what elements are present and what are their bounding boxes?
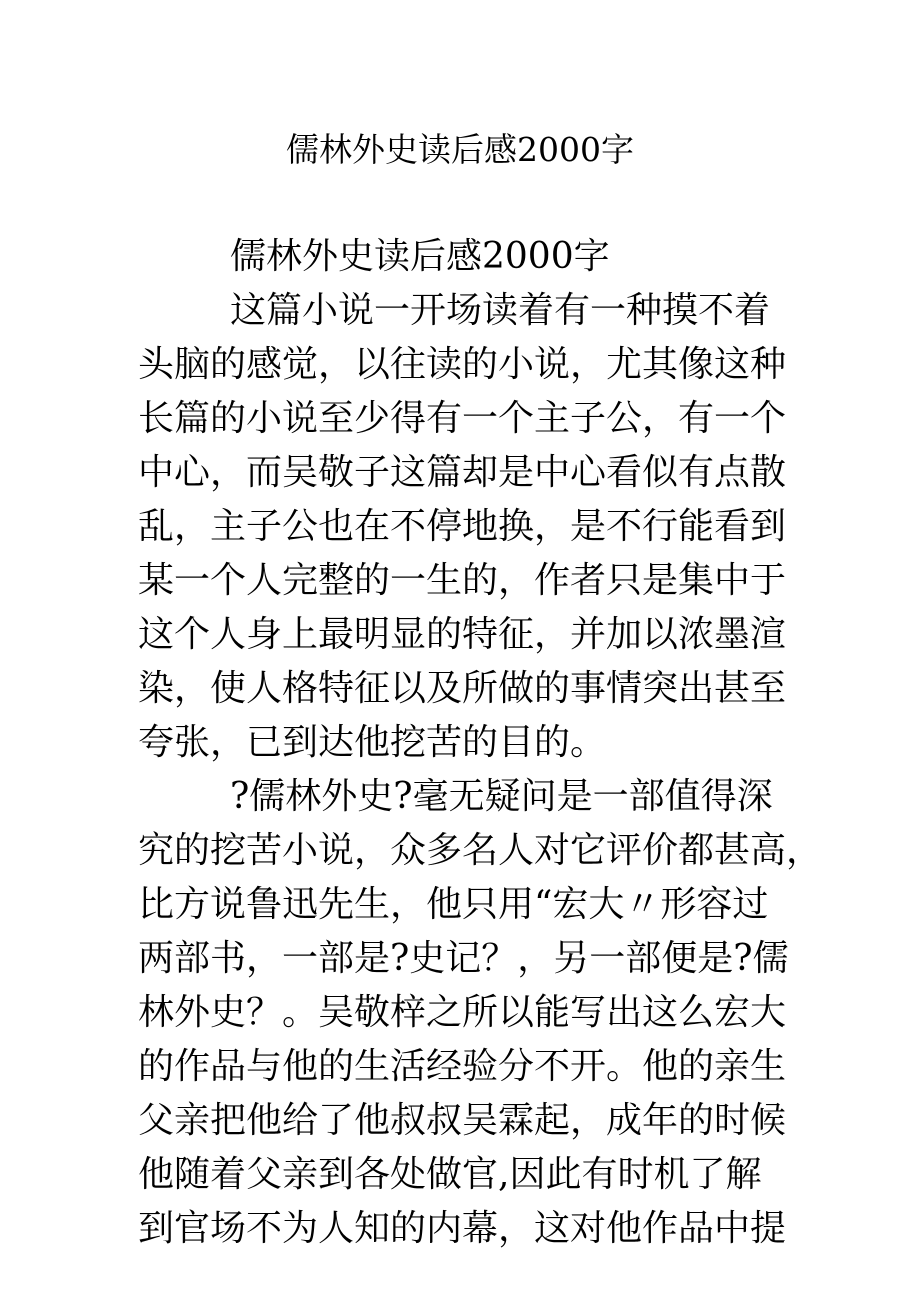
text-line: 某一个人完整的一生的，作者只是集中于 (138, 560, 787, 601)
text-line: 染，使人格特征以及所做的事情突出甚至 (138, 668, 787, 709)
text-line: 这篇小说一开场读着有一种摸不着 (230, 290, 771, 331)
text-line: 他随着父亲到各处做官,因此有时机了解 (138, 1154, 762, 1195)
text-line: 中心，而吴敬子这篇却是中心看似有点散 (138, 452, 787, 493)
text-line: 的作品与他的生活经验分不开。他的亲生 (138, 1046, 787, 1087)
text-line: 林外史？。吴敬梓之所以能写出这么宏大 (138, 992, 787, 1033)
text-line: 这个人身上最明显的特征，并加以浓墨渲 (138, 614, 787, 655)
text-line: 儒林外史读后感2000字 (230, 236, 610, 277)
text-line: 长篇的小说至少得有一个主子公，有一个 (138, 398, 787, 439)
text-line: 夸张，已到达他挖苦的目的。 (138, 722, 607, 763)
text-line: 两部书，一部是?史记？，另一部便是?儒 (138, 938, 789, 979)
text-line: 父亲把他给了他叔叔吴霖起，成年的时候 (138, 1100, 787, 1141)
text-line: 乱，主子公也在不停地换，是不行能看到 (138, 506, 787, 547)
text-line: ?儒林外史?毫无疑问是一部值得深 (230, 776, 773, 817)
document-title: 儒林外史读后感2000字 (286, 130, 634, 169)
text-line: 头脑的感觉，以往读的小说，尤其像这种 (138, 344, 787, 385)
text-line: 比方说鲁迅先生，他只用“宏大〃形容过 (138, 884, 769, 925)
text-line: 究的挖苦小说，众多名人对它评价都甚高， (138, 830, 823, 871)
document-body (138, 230, 823, 1256)
text-line: 到官场不为人知的内幕，这对他作品中提 (138, 1208, 787, 1249)
